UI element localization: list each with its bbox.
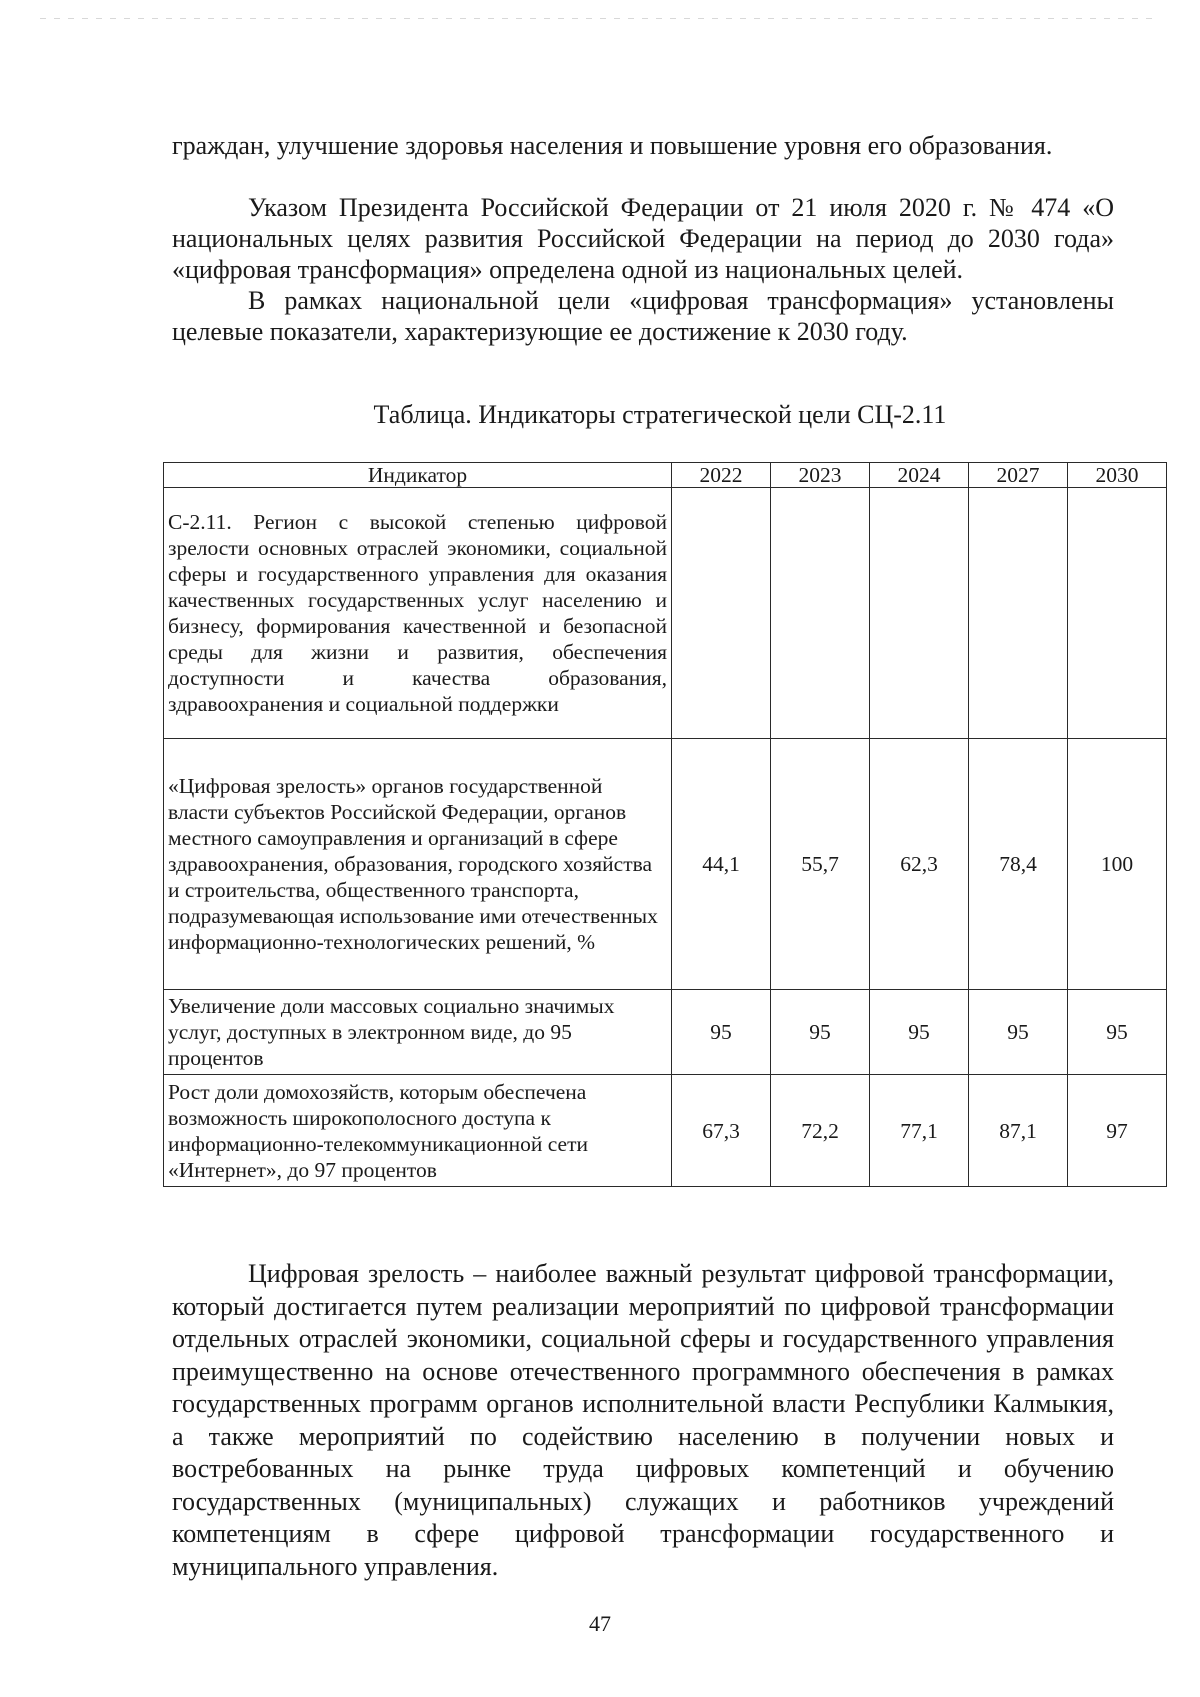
value-cell: 87,1 bbox=[969, 1075, 1068, 1187]
value-cell: 95 bbox=[1068, 990, 1167, 1075]
table-caption: Таблица. Индикаторы стратегической цели СЦ-2.11 bbox=[373, 400, 947, 429]
indicators-table bbox=[163, 462, 1167, 1187]
indicator-cell: С-2.11. Регион с высокой степенью цифровой зрелости основных отраслей экономики, социальной сферы и государственного управления для оказания качественных государственных услуг населению и бизнесу, формирования качественной и безопасной среды для жизни и развития, обеспечения доступности и качества образования, здравоохранения и социальной поддержки bbox=[164, 488, 672, 739]
value-cell: 77,1 bbox=[870, 1075, 969, 1187]
table-row bbox=[164, 990, 1167, 1075]
paragraph-intro-tail: граждан, улучшение здоровья населения и повышение уровня его образования. bbox=[172, 131, 1053, 160]
value-cell: 72,2 bbox=[771, 1075, 870, 1187]
header-year-2024: 2024 bbox=[870, 463, 969, 488]
paragraph-decree: Указом Президента Российской Федерации от 21 июля 2020 г. № 474 «О национальных целях развития Российской Федерации на период до 2030 года» «цифровая трансформация» определена одной из национальных целей. bbox=[172, 193, 1114, 284]
value-cell: 78,4 bbox=[969, 739, 1068, 990]
table-row bbox=[164, 739, 1167, 990]
value-cell: 95 bbox=[969, 990, 1068, 1075]
value-cell: 55,7 bbox=[771, 739, 870, 990]
paragraph-digital-maturity: Цифровая зрелость – наиболее важный результат цифровой трансформации, который достигается путем реализации мероприятий по цифровой трансформации отдельных отраслей экономики, социальной сферы и государственного управления преимущественно на основе отечественного программного обеспечения в рамках государственных программ органов исполнительной власти Республики Калмыкия, а также мероприятий по содействию населению в получении новых и востребованных на рынке труда цифровых компетенций и обучению государственных (муниципальных) служащих и работников учреждений компетенциям в сфере цифровой трансформации государственного и муниципального управления. bbox=[172, 1259, 1114, 1581]
table-row bbox=[164, 1075, 1167, 1187]
value-cell: 62,3 bbox=[870, 739, 969, 990]
header-year-2027: 2027 bbox=[969, 463, 1068, 488]
header-year-2023: 2023 bbox=[771, 463, 870, 488]
value-cell: 95 bbox=[771, 990, 870, 1075]
header-year-2022: 2022 bbox=[672, 463, 771, 488]
indicator-cell: Увеличение доли массовых социально значимых услуг, доступных в электронном виде, до 95 процентов bbox=[164, 990, 672, 1075]
value-cell: 97 bbox=[1068, 1075, 1167, 1187]
value-cell: 100 bbox=[1068, 739, 1167, 990]
value-cell: 67,3 bbox=[672, 1075, 771, 1187]
scan-edge-artifact bbox=[40, 18, 1160, 19]
value-cell bbox=[1068, 488, 1167, 739]
header-year-2030: 2030 bbox=[1068, 463, 1167, 488]
paragraph-targets: В рамках национальной цели «цифровая трансформация» установлены целевые показатели, характеризующие ее достижение к 2030 году. bbox=[172, 286, 1114, 346]
table-row bbox=[164, 488, 1167, 739]
value-cell: 44,1 bbox=[672, 739, 771, 990]
value-cell bbox=[771, 488, 870, 739]
page-number: 47 bbox=[589, 1611, 611, 1636]
value-cell bbox=[969, 488, 1068, 739]
value-cell: 95 bbox=[870, 990, 969, 1075]
header-indicator: Индикатор bbox=[164, 463, 672, 488]
indicator-cell: Рост доли домохозяйств, которым обеспечена возможность широкополосного доступа к информационно-телекоммуникационной сети «Интернет», до 97 процентов bbox=[164, 1075, 672, 1187]
indicator-cell: «Цифровая зрелость» органов государственной власти субъектов Российской Федерации, органов местного самоуправления и организаций в сфере здравоохранения, образования, городского хозяйства и строительства, общественного транспорта, подразумевающая использование ими отечественных информационно-технологических решений, % bbox=[164, 739, 672, 990]
table-header-row bbox=[164, 463, 1167, 488]
value-cell bbox=[672, 488, 771, 739]
value-cell: 95 bbox=[672, 990, 771, 1075]
value-cell bbox=[870, 488, 969, 739]
